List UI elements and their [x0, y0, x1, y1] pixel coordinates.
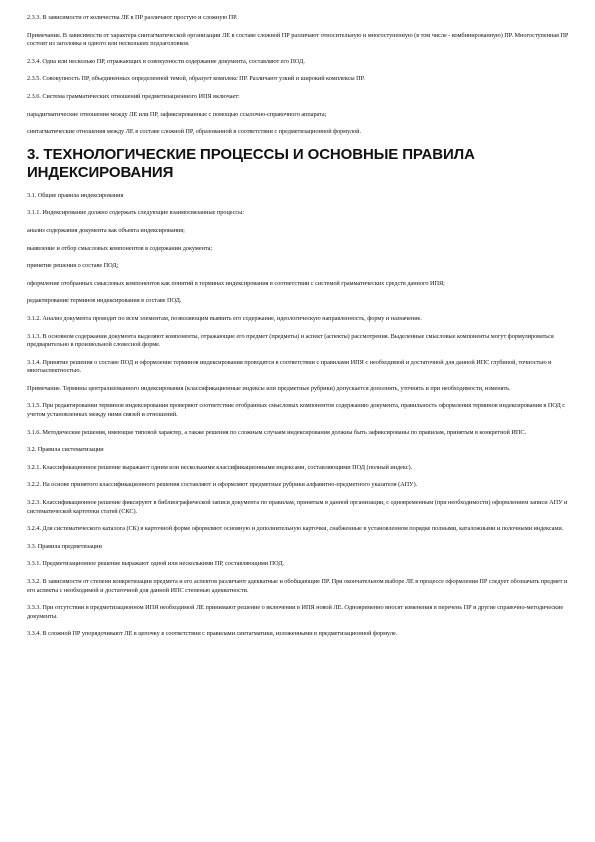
- paragraph: 2.3.3. В зависимости от количества ЛЕ в ПР различают простую и сложную ПР.: [27, 14, 238, 21]
- paragraph: 3.3.3. При отсутствии в предметизационном ИПЯ необходимой ЛЕ принимают решение о включении в ИПЯ новой ЛЕ. Одновременно вносят изменения в перечень ПР и другие справочно-методические документы.: [27, 604, 564, 620]
- section-before-heading: [27, 14, 573, 137]
- paragraph: 3.3.4. В сложной ПР упорядочивают ЛЕ в цепочку в соответствии с правилами синтагматики, изложенными в предметизационной формуле.: [27, 630, 398, 638]
- paragraph: 3.1.6. Методические решения, имеющие типовой характер, а также решения по сложным случаям индексирования должны быть зафиксированы по правилам, принятым в конкретной ИПС.: [27, 428, 527, 436]
- paragraph: 3.1.5. При редактировании терминов индексирования проверяют соответствие отобранных смысловых компонентов содержанию документа, правильность оформления терминов индексирования в ПОД с учетом установленных между ними связей и отношений.: [27, 402, 566, 419]
- paragraph: анализ содержания документа как объекта индексирования;: [27, 226, 185, 234]
- paragraph: 3.3. Правила предметизации: [27, 542, 102, 550]
- paragraph: Примечание. В зависимости от характера синтагматической организации ЛЕ в составе сложной ПР различают относительную и многоступенную (в том числе - комбинированную) ПР. Многоступенная ПР состоит из заголовка и одного или нескольких подзаголовков.: [27, 31, 569, 48]
- paragraph: 3.1.1. Индексирование должно содержать следующие взаимосвязанные процессы:: [27, 209, 245, 217]
- paragraph: 3.3.1. Предметизационное решение выражают одной или несколькими ПР, составляющими ПОД.: [27, 560, 285, 568]
- paragraph: 3.1.3. В основном содержании документа выделяют компоненты, отражающие его предмет (предметы) и аспект (аспекты) рассмотрения. Выделенные смысловые компоненты могут формулироваться предварительно в произвольной словесной форме.: [27, 332, 554, 349]
- paragraph: 3.2.3. Классификационное решение фиксируют в библиографической записи документа по правилам, принятым в данной организации, с одновременным (при необходимости) оформлением записи АПУ и систематической картотеки статей (СКС).: [27, 499, 568, 515]
- paragraph: 3.2.4. Для систематического каталога (СК) в карточной форме оформляют основную и дополнительную карточки, снабженные в установленном порядке полными, каталожными и полочными индексами.: [27, 525, 564, 533]
- paragraph: 2.3.4. Одна или несколько ПР, отражающих в совокупности содержание документа, составляют его ПОД.: [27, 57, 305, 65]
- paragraph: редактирование терминов индексирования в составе ПОД.: [27, 297, 182, 305]
- paragraph: 3.2.1. Классификационное решение выражают одним или несколькими классификационными индексами, составляющими ПОД (полный индекс).: [27, 463, 413, 471]
- paragraph: 3.3.2. В зависимости от степени конкретизации предмета и его аспектов различают адекватные и обобщающие ПР. При окончательном выборе ЛЕ в процессе оформления ПР следует обозначать предмет и его аспекты с необходимой и достаточной для данной ИПС степенью адекватности.: [27, 578, 568, 594]
- paragraph: оформление отобранных смысловых компонентов как понятий в терминах индексирования в соответствии с системой грамматических средств данного ИПЯ;: [27, 279, 445, 287]
- paragraph: парадигматические отношения между ЛЕ или ПР, зафиксированные с помощью ссылочно-справочного аппарата;: [27, 110, 327, 118]
- paragraph: 2.3.5. Совокупность ПР, объединенных определенной темой, образует комплекс ПР. Различают узкий и широкий комплексы ПР.: [27, 75, 365, 83]
- section-heading: 3. ТЕХНОЛОГИЧЕСКИЕ ПРОЦЕССЫ И ОСНОВНЫЕ ПРАВИЛА ИНДЕКСИРОВАНИЯ: [27, 145, 475, 181]
- paragraph: 3.2.2. На основе принятого классификационного решения составляют и оформляют предметные рубрики алфавитно-предметного указателя (АПУ).: [27, 481, 418, 489]
- paragraph: 3.1. Общие правила индексирования: [27, 191, 124, 199]
- paragraph: 2.3.6. Система грамматических отношений предметизационного ИПЯ включает:: [27, 92, 240, 100]
- paragraph: синтагматические отношения между ЛЕ в составе сложной ПР, образованной в соответствии с предметизационной формулой.: [27, 128, 361, 136]
- section-after-heading: [27, 192, 573, 639]
- paragraph: принятие решения о составе ПОД;: [27, 262, 119, 270]
- paragraph: 3.2. Правила систематизации: [27, 446, 104, 454]
- paragraph: Примечание. Термины централизованного индексирования (классификационные индексы или предметные рубрики) допускается дополнять, уточнять и при необходимости, изменять.: [27, 384, 511, 392]
- document-page: [27, 14, 573, 648]
- paragraph: 3.1.4. Принятие решения о составе ПОД и оформление терминов индексирования проводятся в соответствии с правилами ИПЯ с необходимой и достаточной для данной ИПС глубиной, точностью и многоаспектностью.: [27, 358, 552, 375]
- paragraph: выявление и отбор смысловых компонентов в содержании документа;: [27, 244, 213, 252]
- paragraph: 3.1.2. Анализ документа проводят по всем элементам, позволяющим выявить его содержание, идеологическую направленность, форму и назначение.: [27, 314, 422, 322]
